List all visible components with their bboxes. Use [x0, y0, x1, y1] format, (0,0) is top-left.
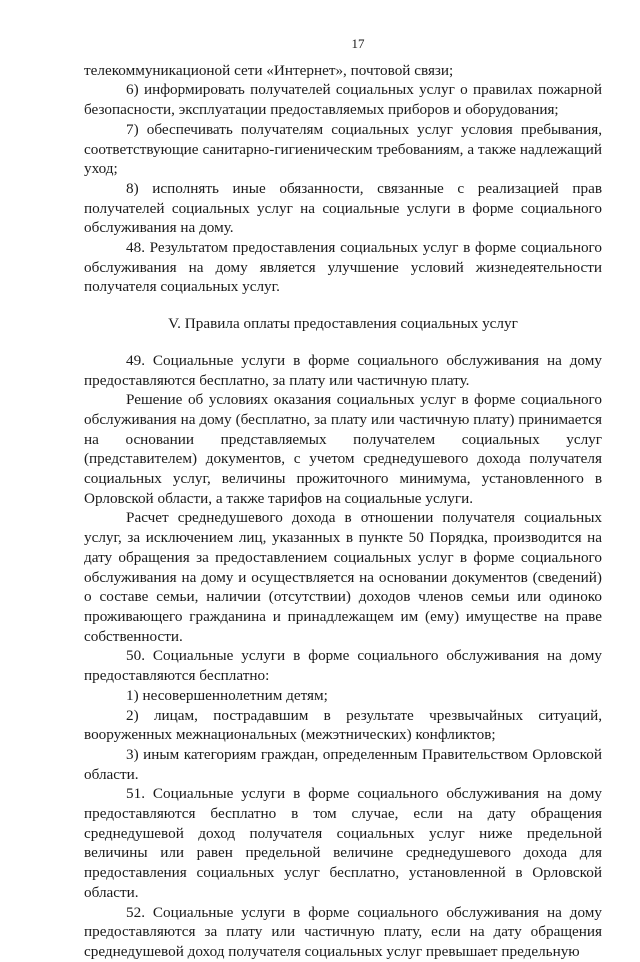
- paragraph-50-item-2: 2) лицам, пострадавшим в результате чрезвычайных ситуаций, вооруженных межнациональных (межэтнических) конфликтов;: [84, 706, 602, 744]
- paragraph-item-6: 6) информировать получателей социальных услуг о правилах пожарной безопасности, эксплуатации предоставляемых приборов и оборудования;: [84, 81, 602, 119]
- paragraph-item-7: 7) обеспечивать получателям социальных услуг условия пребывания, соответствующие санитарно-гигиеническим требованиям, а также надлежащий уход;: [84, 120, 602, 178]
- paragraph-decision: Решение об условиях оказания социальных услуг в форме социального обслуживания на дому (бесплатно, за плату или частичную плату) принимается на основании представляемых получателем социальных услуг (представителем) документов, с учетом среднедушевого дохода получателя социальных услуг, величины прожиточного минимума, установленного в Орловской области, а также тарифов на социальные услуги.: [84, 391, 602, 507]
- paragraph-50-item-1: 1) несовершеннолетним детям;: [126, 686, 328, 704]
- page-number: 17: [351, 36, 365, 51]
- paragraph-item-8: 8) исполнять иные обязанности, связанные с реализацией прав получателей социальных услуг на социальные услуги в форме социального обслуживания на дому.: [84, 179, 602, 237]
- section-heading: V. Правила оплаты предоставления социальных услуг: [168, 315, 518, 333]
- paragraph-49: 49. Социальные услуги в форме социального обслуживания на дому предоставляются бесплатно, за плату или частичную плату.: [84, 351, 602, 389]
- paragraph-50-item-3: 3) иным категориям граждан, определенным Правительством Орловской области.: [84, 745, 602, 783]
- paragraph-48: 48. Результатом предоставления социальных услуг в форме социального обслуживания на дому является улучшение условий жизнедеятельности получателя социальных услуг.: [84, 239, 602, 296]
- paragraph-50: 50. Социальные услуги в форме социального обслуживания на дому предоставляются бесплатно:: [84, 647, 602, 685]
- paragraph-income-calculation: Расчет среднедушевого дохода в отношении получателя социальных услуг, за исключением лиц, указанных в пункте 50 Порядка, производится на дату обращения за предоставлением социальных услуг в форме социального обслуживания на дому и осуществляется на основании документов (сведений) о составе семьи, наличии (отсутствии) доходов членов семьи или одиноко проживающего гражданина и принадлежащем им (ему) имуществе на праве собственности.: [84, 509, 602, 645]
- paragraph-51: 51. Социальные услуги в форме социального обслуживания на дому предоставляются бесплатно в том случае, если на дату обращения среднедушевой доход получателя социальных услуг ниже предельной величины или равен предельной величине среднедушевого дохода для предоставления социальных услуг бесплатно, установленной в Орловской области.: [84, 785, 602, 901]
- paragraph-52: 52. Социальные услуги в форме социального обслуживания на дому предоставляются за плату или частичную плату, если на дату обращения среднедушевой доход получателя социальных услуг превышает предельную: [84, 903, 602, 960]
- paragraph-continuation: телекоммуникационой сети «Интернет», почтовой связи;: [84, 61, 454, 79]
